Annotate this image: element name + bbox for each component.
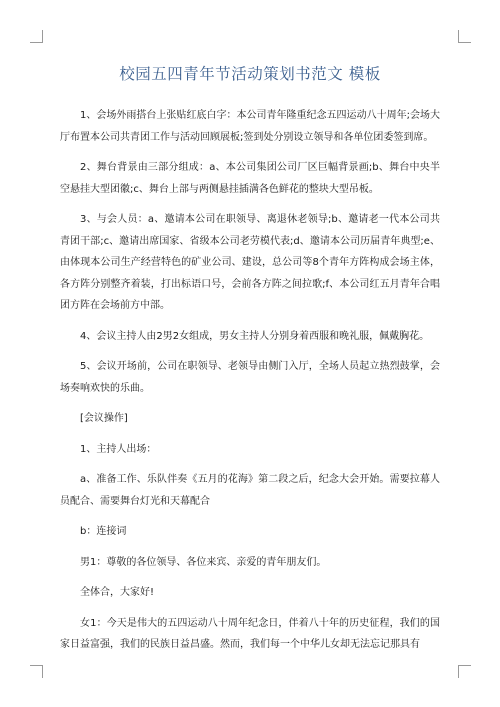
paragraph-opening: 5、会议开场前，公司在职领导、老领导由侧门入厅，全场人员起立热烈鼓掌，会场奏响欢快的乐曲。	[60, 361, 440, 394]
crop-mark-bottom-left	[30, 665, 43, 678]
section-heading-operation: [会议操作]	[80, 413, 128, 424]
document-title: 校园五四青年节活动策划书范文 模板	[119, 65, 381, 83]
paragraph-all-together: 全体合，大家好!	[80, 587, 155, 598]
paragraph-stage: 2、舞台背景由三部分组成：a、本公司集团公司厂区巨幅背景画;b、舞台中央半空悬挂大型团徽;c、舞台上部与两侧悬挂插满各色鲜花的整块大型吊板。	[60, 162, 440, 195]
paragraph-host-entrance: 1、主持人出场：	[80, 443, 157, 455]
document-body	[60, 105, 440, 665]
paragraph-attendees: 3、与会人员：a、邀请本公司在职领导、离退休老领导;b、邀请老一代本公司共青团干部;c、邀请出席国家、省级本公司老劳模代表;d、邀请本公司历届青年典型;e、由体现本公司生产经营特色的矿业公司、建设，总公司等8个青年方阵构成会场主体，各方阵分别整齐着装，打出标语口号，会前各方阵之间拉歌;f、本公司红五月青年合唱团方阵在会场前方中部。	[60, 214, 440, 311]
crop-mark-bottom-right	[458, 665, 471, 678]
paragraph-male-host-line: 男1：尊敬的各位领导、各位来宾、亲爱的青年朋友们。	[80, 556, 327, 568]
paragraph-venue: 1、会场外雨搭台上张贴红底白字：本公司青年隆重纪念五四运动八十周年;会场大厅布置本公司共青团工作与活动回顾展板;签到处分别设立领导和各单位团委签到席。	[60, 110, 440, 143]
paragraph-female-host-line: 女1：今天是伟大的五四运动八十周年纪念日，伴着八十年的历史征程，我们的国家日益富强，我们的民族日益昌盛。然而，我们每一个中华儿女却无法忘记那具有	[60, 617, 440, 650]
paragraph-hosts: 4、会议主持人由2男2女组成，男女主持人分别身着西服和晚礼服，佩戴胸花。	[80, 330, 430, 342]
paragraph-preparation: a、准备工作、乐队伴奏《五月的花海》第二段之后，纪念大会开始。需要拉幕人员配合、需要舞台灯光和天幕配合	[60, 474, 440, 507]
crop-mark-top-left	[30, 30, 43, 43]
paragraph-connector: b：连接词	[80, 526, 127, 537]
crop-mark-top-right	[458, 30, 471, 43]
